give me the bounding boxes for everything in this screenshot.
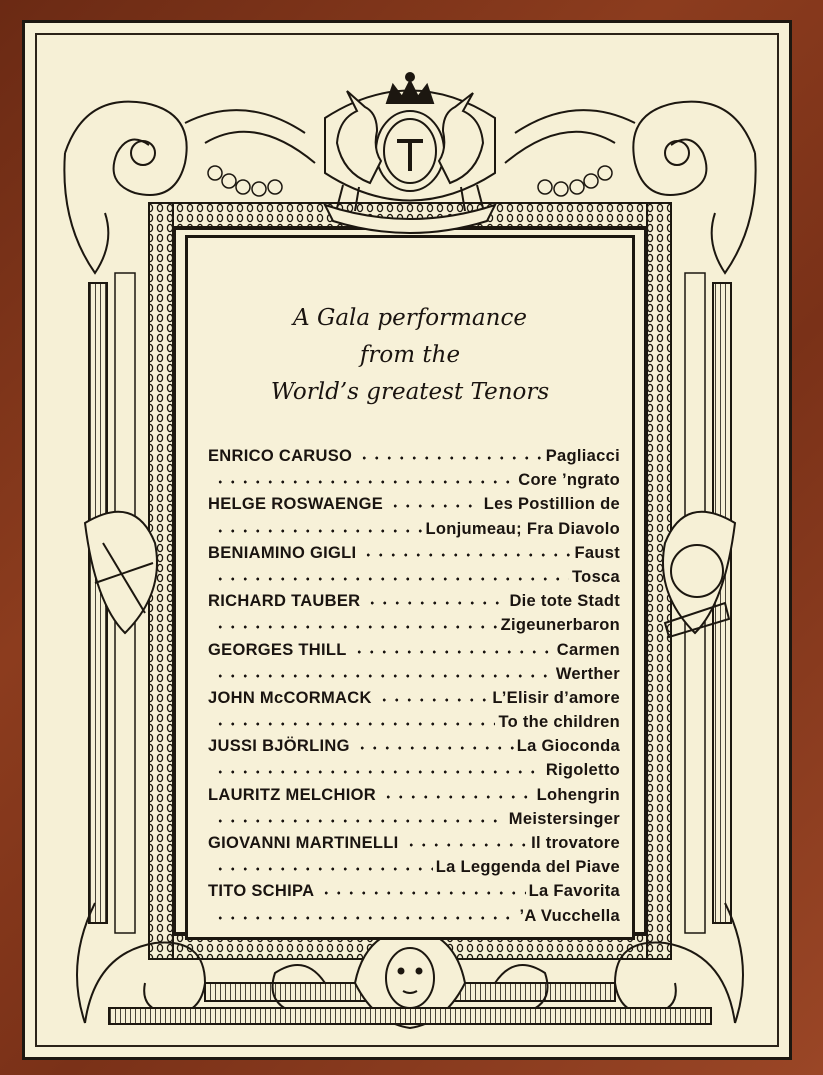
list-item — [208, 709, 620, 733]
leader-dots — [351, 639, 554, 657]
tenor-name: GIOVANNI MARTINELLI — [208, 834, 399, 852]
leader-dots — [403, 832, 529, 850]
list-item — [208, 806, 620, 830]
leader-dots — [354, 735, 514, 753]
leader-dots — [360, 542, 571, 560]
work-title: Faust — [574, 543, 620, 562]
list-item — [208, 757, 620, 781]
list-item — [208, 854, 620, 878]
leader-dots — [212, 518, 422, 536]
list-item — [208, 443, 620, 467]
leader-dots — [212, 856, 433, 874]
tenor-name: LAURITZ MELCHIOR — [208, 785, 376, 804]
list-item — [208, 830, 620, 854]
list-item — [208, 491, 620, 515]
work-title: To the children — [498, 713, 620, 732]
headline-line-3: World’s greatest Tenors — [270, 379, 550, 405]
tenor-name: BENIAMINO GIGLI — [208, 543, 357, 562]
work-title: Carmen — [556, 640, 620, 659]
leader-dots — [380, 784, 534, 802]
tenor-name: RICHARD TAUBER — [208, 592, 361, 611]
work-title: La Gioconda — [516, 737, 620, 756]
leader-dots — [212, 759, 543, 777]
list-item — [208, 564, 620, 588]
work-title: Lohengrin — [536, 785, 620, 804]
list-item — [208, 685, 620, 709]
work-title: Meistersinger — [508, 809, 620, 828]
tenor-name: TITO SCHIPA — [208, 882, 315, 901]
program-card — [22, 20, 792, 1060]
list-item — [208, 878, 620, 902]
work-title: L’Elisir d’amore — [492, 688, 620, 707]
work-title: Zigeunerbaron — [500, 616, 620, 635]
tenor-name: ENRICO CARUSO — [208, 447, 353, 465]
list-item — [208, 540, 620, 564]
tenor-name: JUSSI BJÖRLING — [208, 737, 350, 756]
tenor-name: JOHN McCORMACK — [208, 688, 372, 707]
work-title: La Leggenda del Piave — [435, 858, 620, 877]
work-title: ’A Vucchella — [519, 906, 620, 925]
leader-dots — [387, 493, 481, 511]
work-title: Les Postillion de — [483, 495, 620, 514]
program-panel — [185, 235, 635, 940]
tenor-name: HELGE ROSWAENGE — [208, 495, 384, 514]
work-title: Lonjumeau; Fra Diavolo — [425, 519, 620, 538]
leader-dots — [364, 590, 506, 608]
leader-dots — [212, 614, 498, 632]
headline-line-2: from the — [359, 342, 461, 368]
work-title: Rigoletto — [545, 761, 620, 780]
leader-dots — [318, 880, 525, 898]
list-item — [208, 782, 620, 806]
base-rail — [109, 1008, 711, 1024]
work-title: Pagliacci — [545, 447, 620, 465]
work-title: Werther — [555, 664, 620, 683]
leader-dots — [356, 445, 543, 463]
leader-dots — [212, 808, 506, 826]
program-list — [208, 443, 620, 927]
leader-dots — [376, 687, 490, 705]
leader-dots — [212, 566, 569, 584]
headline — [188, 300, 632, 411]
list-item — [208, 733, 620, 757]
work-title: Core ’ngrato — [518, 471, 620, 490]
leader-dots — [212, 711, 495, 729]
list-item — [208, 588, 620, 612]
work-title: Il trovatore — [531, 834, 620, 852]
leader-dots — [212, 905, 517, 923]
list-item — [208, 516, 620, 540]
list-item — [208, 903, 620, 927]
list-item — [208, 661, 620, 685]
list-item — [208, 637, 620, 661]
leader-dots — [212, 469, 515, 487]
work-title: Die tote Stadt — [509, 592, 620, 611]
tenor-name: GEORGES THILL — [208, 640, 347, 659]
work-title: Tosca — [572, 567, 620, 586]
list-item — [208, 612, 620, 636]
headline-line-1: A Gala performance — [293, 305, 527, 331]
list-item — [208, 467, 620, 491]
work-title: La Favorita — [528, 882, 620, 901]
leader-dots — [212, 663, 553, 681]
